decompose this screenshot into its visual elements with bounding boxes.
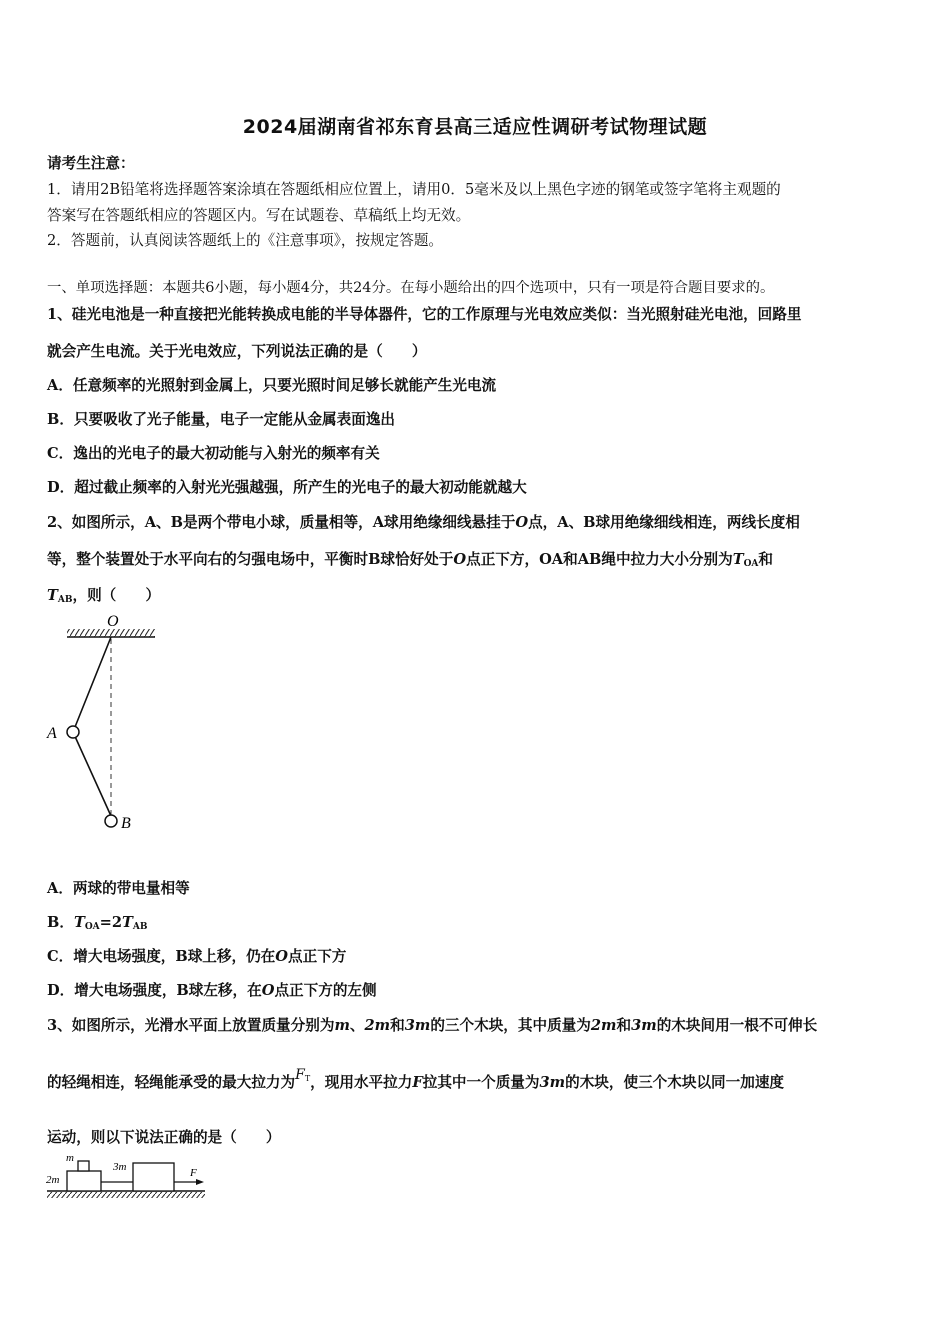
option-text: 点正下方 <box>288 948 347 965</box>
tension-subscript-ab: AB <box>57 595 73 605</box>
option-text: 只要吸收了光子能量，电子一定能从金属表面逸出 <box>73 411 396 428</box>
string-oa <box>73 637 111 732</box>
block-3m <box>133 1163 174 1191</box>
point-o: O <box>453 551 467 568</box>
option-text: 两球的带电量相等 <box>72 880 190 897</box>
q1-stem-line1: 1、硅光电池是一种直接把光能转换成电能的半导体器件，它的工作原理与光电效应类似：当光照射硅光电池，回路里 <box>47 306 802 323</box>
tension-subscript-oa: OA <box>84 922 100 932</box>
mass-symbol: m <box>334 1017 350 1034</box>
option-text: 逸出的光电子的最大初动能与入射光的频率有关 <box>73 445 380 462</box>
q2-pendulum-figure <box>45 612 165 852</box>
mass-symbol: 2m <box>590 1017 617 1034</box>
floor-hatch <box>47 1192 205 1198</box>
max-tension-symbol <box>295 1067 310 1083</box>
point-o: O <box>275 948 288 965</box>
q2-text: 等，整个装置处于水平向右的匀强电场中，平衡时B球恰好处于 <box>47 551 454 568</box>
mass-symbol: 3m <box>404 1017 431 1034</box>
q2-option-b[interactable] <box>47 911 148 932</box>
q2-text: 2、如图所示，A、B是两个带电小球，质量相等，A球用绝缘细线悬挂于 <box>47 514 516 531</box>
tension-subscript-ab: AB <box>132 922 148 932</box>
q2-text: 点，A、B球用绝缘细线相连，两线长度相 <box>528 514 800 531</box>
mass-symbol: 3m <box>539 1074 566 1091</box>
label-o: O <box>107 613 119 630</box>
q3-stem-line1 <box>47 1014 817 1035</box>
ft-subscript: T <box>304 1074 311 1083</box>
option-text: 增大电场强度，B球上移，仍在 <box>73 948 276 965</box>
label-f: F <box>190 1167 197 1179</box>
q3-text: ，现用水平拉力 <box>310 1074 413 1091</box>
q2-text: 和 <box>758 551 774 568</box>
ceiling-hatch <box>67 629 155 637</box>
option-text: 增大电场强度，B球左移，在 <box>74 982 262 999</box>
notice-item-1: 1．请用2B铅笔将选择题答案涂填在答题纸相应位置上，请用0．5毫米及以上黑色字迹的钢笔或签字笔将主观题的 <box>47 181 781 198</box>
option-label: C． <box>47 948 74 965</box>
force-symbol: F <box>412 1074 423 1091</box>
tension-symbol: T <box>47 587 58 604</box>
notice-item-2: 2．答题前，认真阅读答题纸上的《注意事项》，按规定答题。 <box>47 232 444 249</box>
arrow-head <box>196 1179 204 1185</box>
q3-text: 的三个木块，其中质量为 <box>430 1017 591 1034</box>
q3-text: 的轻绳相连，轻绳能承受的最大拉力为 <box>47 1074 296 1091</box>
notice-item-1-cont: 答案写在答题纸相应的答题区内。写在试题卷、草稿纸上均无效。 <box>47 207 471 224</box>
option-text: =2 <box>99 914 123 931</box>
option-text: 超过截止频率的入射光光强越强，所产生的光电子的最大初动能就越大 <box>74 479 527 496</box>
tension-subscript-oa: OA <box>743 559 759 569</box>
label-a: A <box>47 725 57 742</box>
option-label: B． <box>47 411 74 428</box>
option-text: 任意频率的光照射到金属上，只要光照时间足够长就能产生光电流 <box>72 377 497 394</box>
q3-stem-line3: 运动，则以下说法正确的是（ ） <box>47 1129 281 1146</box>
q2-stem-line3 <box>47 584 160 605</box>
mass-symbol: 3m <box>631 1017 657 1034</box>
label-2m: 2m <box>46 1174 60 1186</box>
option-text: 点正下方的左侧 <box>274 982 377 999</box>
q3-blocks-figure <box>45 1152 215 1202</box>
tension-symbol: T <box>73 914 85 931</box>
q1-option-c[interactable] <box>47 442 380 463</box>
q3-stem-line2 <box>47 1067 785 1092</box>
q1-option-d[interactable] <box>47 476 527 497</box>
point-o: O <box>515 514 529 531</box>
option-label: C． <box>47 445 74 462</box>
option-label: B． <box>47 914 74 931</box>
q2-option-c[interactable] <box>47 945 346 966</box>
q2-text: 点正下方，OA和AB绳中拉力大小分别为 <box>466 551 733 568</box>
notice-heading: 请考生注意： <box>47 155 135 172</box>
ball-b <box>105 815 117 827</box>
q2-option-d[interactable] <box>47 979 377 1000</box>
string-ab <box>73 732 111 816</box>
section-heading: 一、单项选择题：本题共6小题，每小题4分，共24分。在每小题给出的四个选项中，只有一项是符合题目要求的。 <box>47 280 775 296</box>
option-label: D． <box>47 479 75 496</box>
q1-option-b[interactable] <box>47 408 395 429</box>
option-label: A． <box>47 377 73 394</box>
q3-text: 的木块间用一根不可伸长 <box>656 1017 818 1034</box>
q2-stem-line1 <box>47 511 800 532</box>
q2-option-a[interactable] <box>47 877 190 898</box>
label-b: B <box>121 815 131 832</box>
option-label: D． <box>47 982 75 999</box>
q3-text: 和 <box>616 1017 632 1034</box>
q3-text: 的木块，使三个木块以同一加速度 <box>565 1074 785 1091</box>
block-2m <box>67 1171 101 1191</box>
mass-symbol: 2m <box>364 1017 391 1034</box>
q3-text: 、 <box>349 1017 365 1034</box>
block-m <box>78 1161 89 1171</box>
ball-a <box>67 726 79 738</box>
tension-symbol: T <box>122 914 133 931</box>
option-label: A． <box>47 880 73 897</box>
point-o: O <box>261 982 275 999</box>
q1-stem-line2: 就会产生电流。关于光电效应，下列说法正确的是（ ） <box>47 343 427 360</box>
q3-text: 3、如图所示，光滑水平面上放置质量分别为 <box>47 1017 335 1034</box>
q3-text: 拉其中一个质量为 <box>422 1074 540 1091</box>
label-3m: 3m <box>113 1161 127 1173</box>
tension-symbol: T <box>732 551 744 568</box>
ft-main: F <box>295 1067 305 1083</box>
q2-stem-line2 <box>47 548 773 569</box>
page-title: 2024届湖南省祁东育县高三适应性调研考试物理试题 <box>242 116 708 138</box>
q2-text: ，则（ ） <box>72 587 161 604</box>
q3-text: 和 <box>390 1017 405 1034</box>
label-m: m <box>66 1152 74 1164</box>
q1-option-a[interactable] <box>47 374 496 395</box>
